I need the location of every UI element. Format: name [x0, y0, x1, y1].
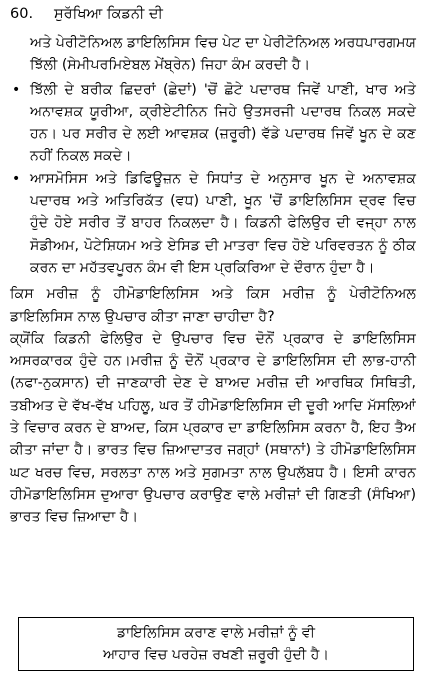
- bullet-icon: •: [12, 170, 21, 187]
- note-line-1: ਡਾਇਲਿਸਿਸ ਕਰਾਣ ਵਾਲੇ ਮਰੀਜ਼ਾਂ ਨੂੰ ਵੀ: [116, 625, 316, 641]
- page-number: 60.: [10, 6, 34, 22]
- page-content: [10, 32, 416, 529]
- bullet-item: [10, 79, 416, 168]
- running-title: ਸੁਰੱਖਿਆ ਕਿਡਨੀ ਦੀ: [54, 6, 163, 22]
- question-heading: ਕਿਸ ਮਰੀਜ਼ ਨੂੰ ਹੀਮੋਡਾਇਲਿਸਿਸ ਅਤੇ ਕਿਸ ਮਰੀਜ਼ ਨੂੰ ਪੇਰੀਟੋਨਿਅਲ ਡਾਇਲਿਸਿਸ ਨਾਲ ਉਪਚਾਰ ਕੀਤਾ ਜਾਣਾ ਚਾਹੀਦਾ ਹੈ?: [10, 286, 416, 325]
- bullet-text: ਆਸਮੋਸਿਸ ਅਤੇ ਡਿਫਿਊਜ਼ਨ ਦੇ ਸਿਧਾਂਤ ਦੇ ਅਨੁਸਾਰ ਖੂਨ ਦੇ ਅਨਾਵਸ਼ਕ ਪਦਾਰਥ ਅਤੇ ਅਤਿਰਿਕੱਤ (ਵਧ) ਪਾਣੀ, ਖੂਨ 'ਚੋਂ ਡਾਇਲਿਸਿਸ ਦ੍ਰਵ ਵਿਚ ਹੁੰਦੇ ਹੋਏ ਸਰੀਰ ਤੋਂ ਬਾਹਰ ਨਿਕਲਦਾ ਹੈ। ਕਿਡਨੀ ਫੇਲਿਉਰ ਦੀ ਵਜ੍ਹਾ ਨਾਲ ਸੋਡੀਅਮ, ਪੋਟੇਸ਼ਿਯਮ ਅਤੇ ਏਸਿਡ ਦੀ ਮਾਤਰਾ ਵਿਚ ਹੋਏ ਪਰਿਵਰਤਨ ਨੂੰ ਠੀਕ ਕਰਨ ਦਾ ਮਹੱਤਵਪੂਰਨ ਕੰਮ ਵੀ ਇਸ ਪ੍ਰਕਿਰਿਆ ਦੇ ਦੌਰਾਨ ਹੁੰਦਾ ਹੈ।: [30, 170, 416, 276]
- bullet-list: [10, 79, 416, 280]
- answer-paragraph: ਕ੍ਯੋਂਕਿ ਕਿਡਨੀ ਫੇਲਿਉਰ ਦੇ ਉਪਚਾਰ ਵਿਚ ਦੋਨੋਂ ਪ੍ਰਕਾਰ ਦੇ ਡਾਇਲਿਸਿਸ ਅਸਰਕਾਰਕ ਹੁੰਦੇ ਹਨ।ਮਰੀਜ਼ ਨੂੰ ਦੋਨੋਂ ਪ੍ਰਕਾਰ ਦੇ ਡਾਇਲਿਸਿਸ ਦੀ ਲਾਭ-ਹਾਨੀ (ਨਫਾ-ਨੁਕਸਾਨ) ਦੀ ਜਾਣਕਾਰੀ ਦੇਣ ਦੇ ਬਾਅਦ ਮਰੀਜ਼ ਦੀ ਆਰਥਿਕ ਸਿਥਿਤੀ, ਤਬੀਅਤ ਦੇ ਵੱਖ-ਵੱਖ ਪਹਿਲੂ, ਘਰ ਤੋਂ ਹੀਮੋਡਾਇਲਿਸਿਸ ਦੀ ਦੂਰੀ ਆਦਿ ਮੱਸਲਿਆਂ ਤੇ ਵਿਚਾਰ ਕਰਨ ਦੇ ਬਾਅਦ, ਕਿਸ ਪ੍ਰਕਾਰ ਦਾ ਡਾਇਲਿਸਿਸ ਕਰਨਾ ਹੈ, ਇਹ ਤੈਅ ਕੀਤਾ ਜਾਂਦਾ ਹੈ। ਭਾਰਤ ਵਿਚ ਜ਼ਿਆਦਾਤਰ ਜਗ੍ਹਾਂ (ਸਥਾਨਾਂ) ਤੇ ਹੀਮੋਡਾਇਲਿਸਿਸ ਘਟ ਖਰਚ ਵਿਚ, ਸਰਲਤਾ ਨਾਲ ਅਤੇ ਸੁਗਮਤਾ ਨਾਲ ਉਪਲੱਬਧ ਹੈ। ਇਸੀ ਕਾਰਨ ਹੀਮੋਡਾਇਲਿਸਿਸ ਦੁਆਰਾ ਉਪਚਾਰ ਕਰਾਉਣ ਵਾਲੇ ਮਰੀਜ਼ਾਂ ਦੀ ਗਿਣਤੀ (ਸੰਖਿਆ) ਭਾਰਤ ਵਿਚ ਜ਼ਿਆਦਾ ਹੈ।: [10, 330, 416, 526]
- bullet-item: [10, 168, 416, 279]
- bullet-text: ਝਿੱਲੀ ਦੇ ਬਰੀਕ ਛਿਦਰਾਂ (ਛੇਦਾਂ) 'ਚੋਂ ਛੋਟੇ ਪਦਾਰਥ ਜਿਵੇਂ ਪਾਣੀ, ਖਾਰ ਅਤੇ ਅਨਾਵਸ਼ਕ ਯੂਰੀਆ, ਕ੍ਰੀਏਟੀਨਿਨ ਜਿਹੇ ਉਤਸਰਜੀ ਪਦਾਰਥ ਨਿਕਲ ਸਕਦੇ ਹਨ। ਪਰ ਸਰੀਰ ਦੇ ਲਈ ਆਵਸ਼ਕ (ਜ਼ਰੂਰੀ) ਵੱਡੇ ਪਦਾਰਥ ਜਿਵੇਂ ਖੂਨ ਦੇ ਕਣ ਨਹੀਂ ਨਿਕਲ ਸਕਦੇ।: [30, 81, 416, 165]
- intro-paragraph: ਅਤੇ ਪੇਰੀਟੋਨਿਅਲ ਡਾਇਲਿਸਿਸ ਵਿਚ ਪੇਟ ਦਾ ਪੇਰੀਟੋਨਿਅਲ ਅਰਧਪਾਰਗਮਯ ਝਿੱਲੀ (ਸੇਮੀਪਰਮਿਏਬਲ ਮੇਂਬ੍ਰੇਨ) ਜਿਹਾ ਕੰਮ ਕਰਦੀ ਹੈ।: [30, 35, 416, 74]
- note-line-2: ਆਹਾਰ ਵਿਚ ਪਰਹੇਜ਼ ਰਖਣੀ ਜ਼ਰੂਰੀ ਹੁੰਦੀ ਹੈ।: [102, 647, 330, 663]
- bullet-icon: •: [12, 81, 21, 98]
- note-box: [18, 617, 414, 671]
- page-header: [10, 4, 163, 24]
